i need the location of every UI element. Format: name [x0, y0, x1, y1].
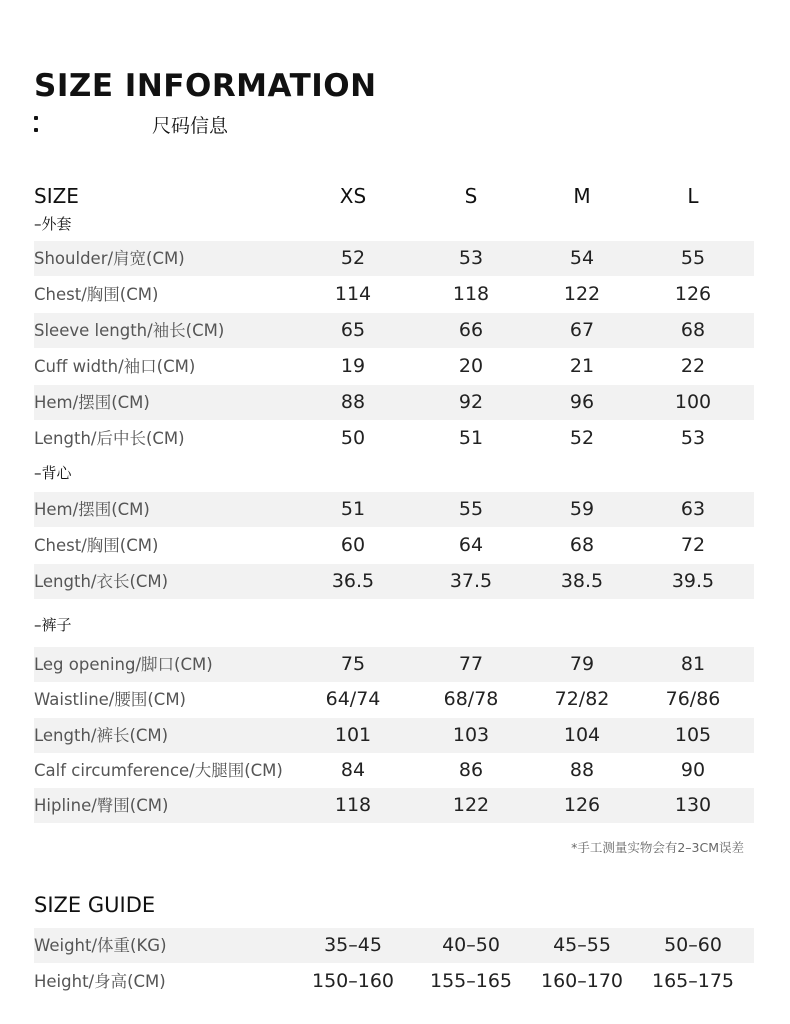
cell-m: 52 [569, 427, 595, 449]
table-row [34, 241, 754, 276]
table-row [34, 492, 754, 527]
cell-xs: 50 [340, 427, 366, 449]
table-row [34, 682, 754, 717]
cell-m: 67 [569, 319, 595, 341]
cell-s: 20 [458, 355, 484, 377]
row-label: Hem/摆围(CM) [34, 393, 150, 412]
cell-l: 22 [680, 355, 706, 377]
size-header-m: M [573, 184, 591, 208]
cell-xs: 88 [340, 391, 366, 413]
colon-dot [34, 128, 38, 132]
cell-s: 92 [458, 391, 484, 413]
cell-m: 68 [569, 534, 595, 556]
row-label: Sleeve length/袖长(CM) [34, 321, 225, 340]
table-row [34, 564, 754, 599]
cell-xs: 60 [340, 534, 366, 556]
cell-xs: 19 [340, 355, 366, 377]
row-label: Length/衣长(CM) [34, 572, 169, 591]
page-subtitle: 尺码信息 [152, 115, 229, 137]
cell-l: 81 [680, 653, 706, 675]
cell-l: 68 [680, 319, 706, 341]
table-row [34, 313, 754, 348]
row-label: Length/裤长(CM) [34, 726, 169, 745]
cell-xs: 51 [340, 498, 366, 520]
cell-l: 165–175 [651, 970, 735, 992]
measurement-note: *手工测量实物会有2–3CM误差 [571, 840, 744, 855]
cell-s: 118 [452, 283, 490, 305]
cell-m: 59 [569, 498, 595, 520]
cell-s: 53 [458, 247, 484, 269]
table-row [34, 277, 754, 312]
table-row [34, 421, 754, 456]
cell-s: 51 [458, 427, 484, 449]
cell-s: 77 [458, 653, 484, 675]
cell-xs: 114 [334, 283, 372, 305]
cell-l: 63 [680, 498, 706, 520]
row-label: Length/后中长(CM) [34, 429, 185, 448]
cell-l: 76/86 [665, 688, 721, 710]
guide-row-weight [34, 928, 754, 963]
size-header-row [34, 180, 754, 212]
cell-m: 38.5 [560, 570, 604, 592]
row-label: Calf circumference/大腿围(CM) [34, 761, 283, 780]
cell-s: 66 [458, 319, 484, 341]
cell-xs: 52 [340, 247, 366, 269]
cell-m: 122 [563, 283, 601, 305]
row-label: Chest/胸围(CM) [34, 536, 159, 555]
row-label: Waistline/腰围(CM) [34, 690, 186, 709]
cell-m: 96 [569, 391, 595, 413]
cell-xs: 65 [340, 319, 366, 341]
cell-xs: 36.5 [331, 570, 375, 592]
size-guide-title: SIZE GUIDE [34, 893, 156, 917]
table-row [34, 788, 754, 823]
cell-m: 21 [569, 355, 595, 377]
row-label: Hipline/臀围(CM) [34, 796, 169, 815]
row-label: Cuff width/袖口(CM) [34, 357, 196, 376]
size-header-xs: XS [339, 184, 367, 208]
cell-xs: 35–45 [324, 934, 382, 956]
size-header-l: L [687, 184, 699, 208]
row-label: Chest/胸围(CM) [34, 285, 159, 304]
cell-l: 126 [674, 283, 712, 305]
cell-s: 68/78 [443, 688, 499, 710]
cell-s: 55 [458, 498, 484, 520]
row-label: Leg opening/脚口(CM) [34, 655, 213, 674]
cell-s: 37.5 [449, 570, 493, 592]
row-label: Weight/体重(KG) [34, 936, 167, 955]
row-label: Hem/摆围(CM) [34, 500, 150, 519]
cell-s: 155–165 [429, 970, 513, 992]
cell-l: 100 [674, 391, 712, 413]
section-label-jacket: –外套 [34, 215, 72, 233]
table-row [34, 528, 754, 563]
colon-dot [34, 116, 38, 120]
cell-m: 104 [563, 724, 601, 746]
cell-m: 45–55 [553, 934, 611, 956]
cell-xs: 84 [340, 759, 366, 781]
cell-s: 64 [458, 534, 484, 556]
cell-l: 90 [680, 759, 706, 781]
cell-m: 88 [569, 759, 595, 781]
cell-xs: 118 [334, 794, 372, 816]
cell-xs: 64/74 [325, 688, 381, 710]
cell-s: 86 [458, 759, 484, 781]
table-row [34, 349, 754, 384]
cell-xs: 101 [334, 724, 372, 746]
guide-row-height [34, 964, 754, 999]
cell-xs: 75 [340, 653, 366, 675]
cell-m: 79 [569, 653, 595, 675]
table-row [34, 385, 754, 420]
cell-l: 53 [680, 427, 706, 449]
section-label-vest: –背心 [34, 464, 72, 482]
table-row [34, 718, 754, 753]
cell-l: 50–60 [664, 934, 722, 956]
cell-m: 160–170 [540, 970, 624, 992]
size-header-label: SIZE [34, 184, 79, 208]
cell-s: 122 [452, 794, 490, 816]
page-title: SIZE INFORMATION [34, 68, 377, 104]
cell-l: 55 [680, 247, 706, 269]
cell-m: 126 [563, 794, 601, 816]
row-label: Height/身高(CM) [34, 972, 166, 991]
table-row [34, 753, 754, 788]
cell-l: 39.5 [671, 570, 715, 592]
table-row [34, 647, 754, 682]
cell-s: 40–50 [442, 934, 500, 956]
cell-xs: 150–160 [311, 970, 395, 992]
size-header-s: S [464, 184, 478, 208]
section-label-pants: –裤子 [34, 616, 72, 634]
cell-s: 103 [452, 724, 490, 746]
cell-l: 72 [680, 534, 706, 556]
cell-m: 54 [569, 247, 595, 269]
cell-m: 72/82 [554, 688, 610, 710]
row-label: Shoulder/肩宽(CM) [34, 249, 185, 268]
cell-l: 130 [674, 794, 712, 816]
cell-l: 105 [674, 724, 712, 746]
